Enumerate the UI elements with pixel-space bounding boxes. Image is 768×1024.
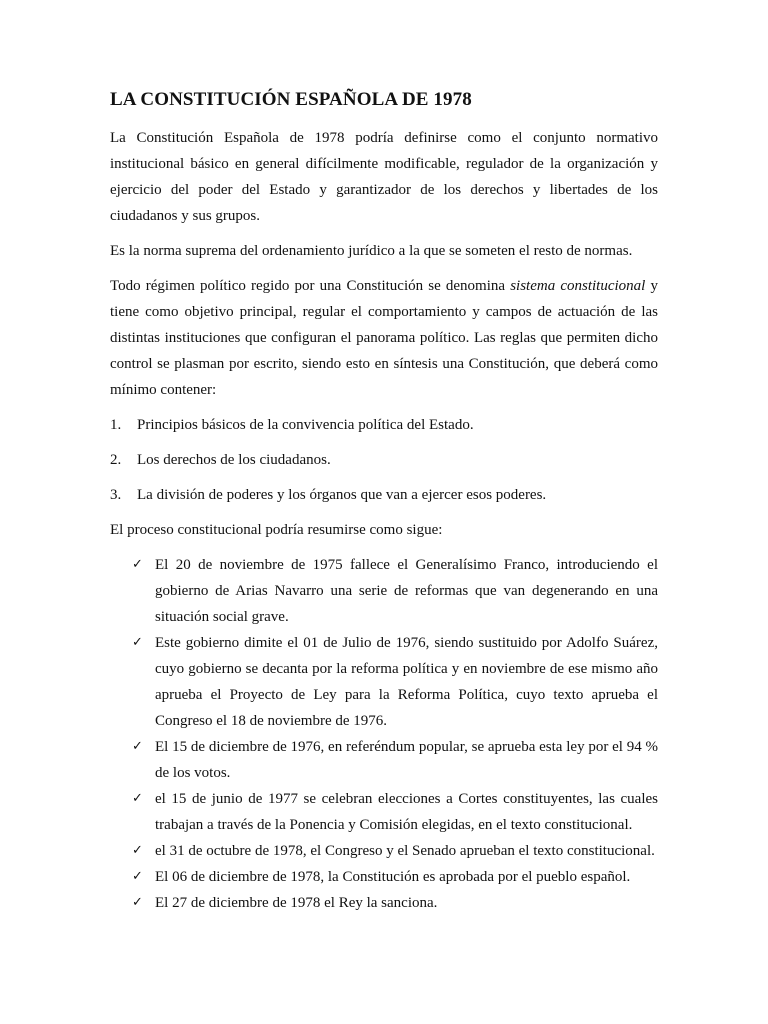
checkmark-icon: ✓: [132, 791, 143, 806]
checkmark-list-item: [132, 864, 658, 890]
checkmark-list-item: [132, 890, 658, 916]
emphasis-text: sistema constitucional: [510, 278, 646, 294]
checkmark-icon: ✓: [132, 895, 143, 910]
checkmark-list-item: [132, 552, 658, 630]
checkmark-icon: ✓: [132, 635, 143, 650]
checkmark-icon: ✓: [132, 739, 143, 754]
list-item: [110, 482, 658, 508]
checkmark-icon: ✓: [132, 557, 143, 572]
list-item-text: El 15 de diciembre de 1976, en referéndum popular, se aprueba esta ley por el 94 % de los votos.: [155, 739, 658, 781]
checkmark-list-item: [132, 630, 658, 734]
checkmark-icon: ✓: [132, 869, 143, 884]
list-number: 1.: [110, 417, 122, 433]
list-item-text: El 27 de diciembre de 1978 el Rey la sanciona.: [155, 895, 438, 911]
list-item-text: el 31 de octubre de 1978, el Congreso y el Senado aprueban el texto constitucional.: [155, 843, 655, 859]
paragraph-text-after: y tiene como objetivo principal, regular el comportamiento y campos de actuación de las distintas instituciones que configuran el panorama político. Las reglas que permiten dicho control se plasman por escrito, siendo esto en síntesis una Constitución, que deberá como mínimo contener:: [110, 278, 658, 398]
paragraph-process-intro: El proceso constitucional podría resumirse como sigue:: [110, 522, 443, 538]
paragraph-definition: La Constitución Española de 1978 podría definirse como el conjunto normativo institucional básico en general difícilmente modificable, regulador de la organización y ejercicio del poder del Estado y garantizador de los derechos y libertades de los ciudadanos y sus grupos.: [110, 130, 658, 224]
list-number: 2.: [110, 452, 122, 468]
checkmark-list-item: [132, 786, 658, 838]
checkmark-list-item: [132, 838, 658, 864]
checkmark-list: [110, 552, 658, 916]
paragraph-constitutional-system: [110, 273, 658, 403]
list-item-text: El 06 de diciembre de 1978, la Constitución es aprobada por el pueblo español.: [155, 869, 631, 885]
numbered-list: [110, 412, 658, 508]
page-title: LA CONSTITUCIÓN ESPAÑOLA DE 1978: [110, 89, 472, 110]
paragraph-text-before: Todo régimen político regido por una Constitución se denomina: [110, 278, 511, 294]
list-item: [110, 412, 658, 438]
list-item-text: El 20 de noviembre de 1975 fallece el Generalísimo Franco, introduciendo el gobierno de Arias Navarro una serie de reformas que van degenerando en una situación social grave.: [155, 557, 658, 625]
checkmark-list-item: [132, 734, 658, 786]
list-item-text: La división de poderes y los órganos que van a ejercer esos poderes.: [137, 487, 547, 503]
checkmark-icon: ✓: [132, 843, 143, 858]
list-item-text: Principios básicos de la convivencia política del Estado.: [137, 417, 474, 433]
paragraph-supreme-norm: Es la norma suprema del ordenamiento jurídico a la que se someten el resto de normas.: [110, 243, 633, 259]
list-item: [110, 447, 658, 473]
document-page: [110, 88, 658, 916]
list-number: 3.: [110, 487, 122, 503]
list-item-text: el 15 de junio de 1977 se celebran elecciones a Cortes constituyentes, las cuales trabajan a través de la Ponencia y Comisión elegidas, en el texto constitucional.: [155, 791, 658, 833]
list-item-text: Este gobierno dimite el 01 de Julio de 1976, siendo sustituido por Adolfo Suárez, cuyo gobierno se decanta por la reforma política y en noviembre de ese mismo año aprueba el Proyecto de Ley para la Reforma Política, cuyo texto aprueba el Congreso el 18 de noviembre de 1976.: [155, 635, 658, 729]
list-item-text: Los derechos de los ciudadanos.: [137, 452, 331, 468]
